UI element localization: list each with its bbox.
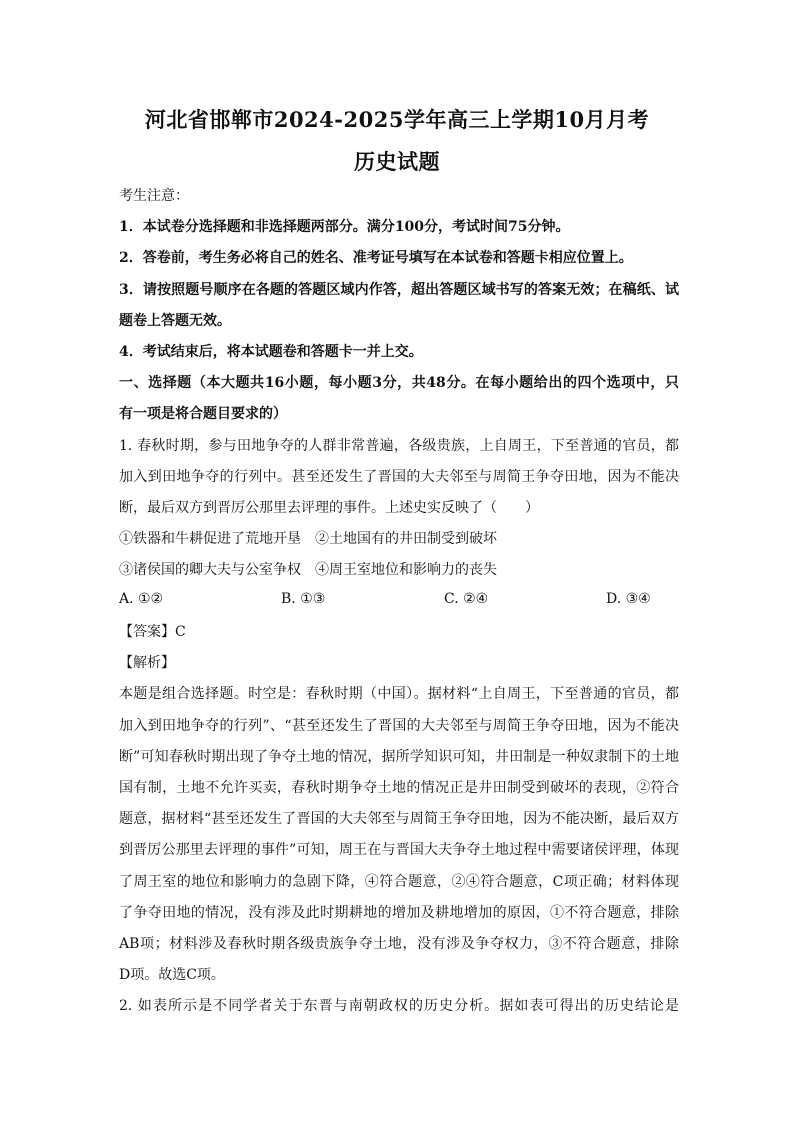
q1-stem: 断，最后双方到晋厉公那里去评理的事件。上述史实反映了（ ）	[119, 500, 539, 516]
q1-analysis-line: 了争夺田地的情况，没有涉及此时期耕地的增加及耕地增加的原因，①不符合题意，排除	[119, 905, 679, 921]
q1-statement: ①铁器和牛耕促进了荒地开垦 ②土地国有的井田制受到破坏	[119, 531, 497, 547]
q1-answer: 【答案】C	[119, 624, 186, 640]
q1-analysis-line: 了周王室的地位和影响力的急剧下降，④符合题意，②④符合题意，C项正确；材料体现	[119, 874, 679, 890]
exam-title: 河北省邯郸市2024-2025学年高三上学期10月月考	[144, 107, 650, 132]
q1-stem: 1. 春秋时期，参与田地争夺的人群非常普遍，各级贵族，上自周王，下至普通的官员，都	[119, 438, 679, 454]
q1-option-d: D. ③④	[606, 591, 651, 607]
q1-stem: 加入到田地争夺的行列中。甚至还发生了晋国的大夫邻至与周简王争夺田地，因为不能决	[119, 469, 679, 485]
q1-analysis-line: 题意，据材料“甚至还发生了晋国的大夫邻至与周简王争夺田地，因为不能决断，最后双方	[119, 811, 679, 827]
notice-item: 1．本试卷分选择题和非选择题两部分。满分100分，考试时间75分钟。	[119, 219, 570, 235]
q1-option-c: C. ②④	[444, 591, 489, 607]
notice-item: 3．请按照题号顺序在各题的答题区域内作答，超出答题区域书写的答案无效；在稿纸、试	[119, 282, 679, 298]
notice-item: 2．答卷前，考生务必将自己的姓名、准考证号填写在本试卷和答题卡相应位置上。	[119, 250, 633, 266]
notice-heading: 考生注意：	[119, 188, 189, 204]
q1-analysis-line: 本题是组合选择题。时空是：春秋时期（中国）。据材料“上自周王，下至普通的官员，都	[119, 686, 679, 702]
q1-option-b: B. ①③	[281, 591, 326, 607]
section-heading: 一、选择题（本大题共16小题，每小题3分，共48分。在每小题给出的四个选项中，只	[119, 375, 679, 391]
q1-analysis-line: D项。故选C项。	[119, 967, 225, 983]
q1-analysis-line: 加入到田地争夺的行列”、“甚至还发生了晋国的大夫邻至与周简王争夺田地，因为不能决	[119, 718, 679, 734]
notice-item: 题卷上答题无效。	[119, 313, 231, 329]
q1-option-a: A. ①②	[119, 591, 164, 607]
exam-subject: 历史试题	[354, 149, 440, 174]
q1-analysis-heading: 【解析】	[119, 655, 175, 671]
q1-analysis-line: AB项；材料涉及春秋时期各级贵族争夺土地，没有涉及争夺权力，③不符合题意，排除	[119, 936, 679, 952]
q1-options	[119, 591, 679, 611]
q1-analysis-line: 断”可知春秋时期出现了争夺土地的情况，据所学知识可知，井田制是一种奴隶制下的土地	[119, 749, 679, 765]
notice-item: 4．考试结束后，将本试题卷和答题卡一并上交。	[119, 344, 423, 360]
q1-statement: ③诸侯国的卿大夫与公室争权 ④周王室地位和影响力的丧失	[119, 562, 497, 578]
q2-stem: 2. 如表所示是不同学者关于东晋与南朝政权的历史分析。据如表可得出的历史结论是	[119, 998, 679, 1014]
section-heading-cont: 有一项是将合题目要求的）	[119, 406, 287, 422]
q1-analysis-line: 国有制，土地不允许买卖，春秋时期争夺土地的情况正是井田制受到破坏的表现，②符合	[119, 780, 679, 796]
q1-analysis-line: 到晋厉公那里去评理的事件”可知，周王在与晋国大夫争夺土地过程中需要诸侯评理，体现	[119, 842, 679, 858]
